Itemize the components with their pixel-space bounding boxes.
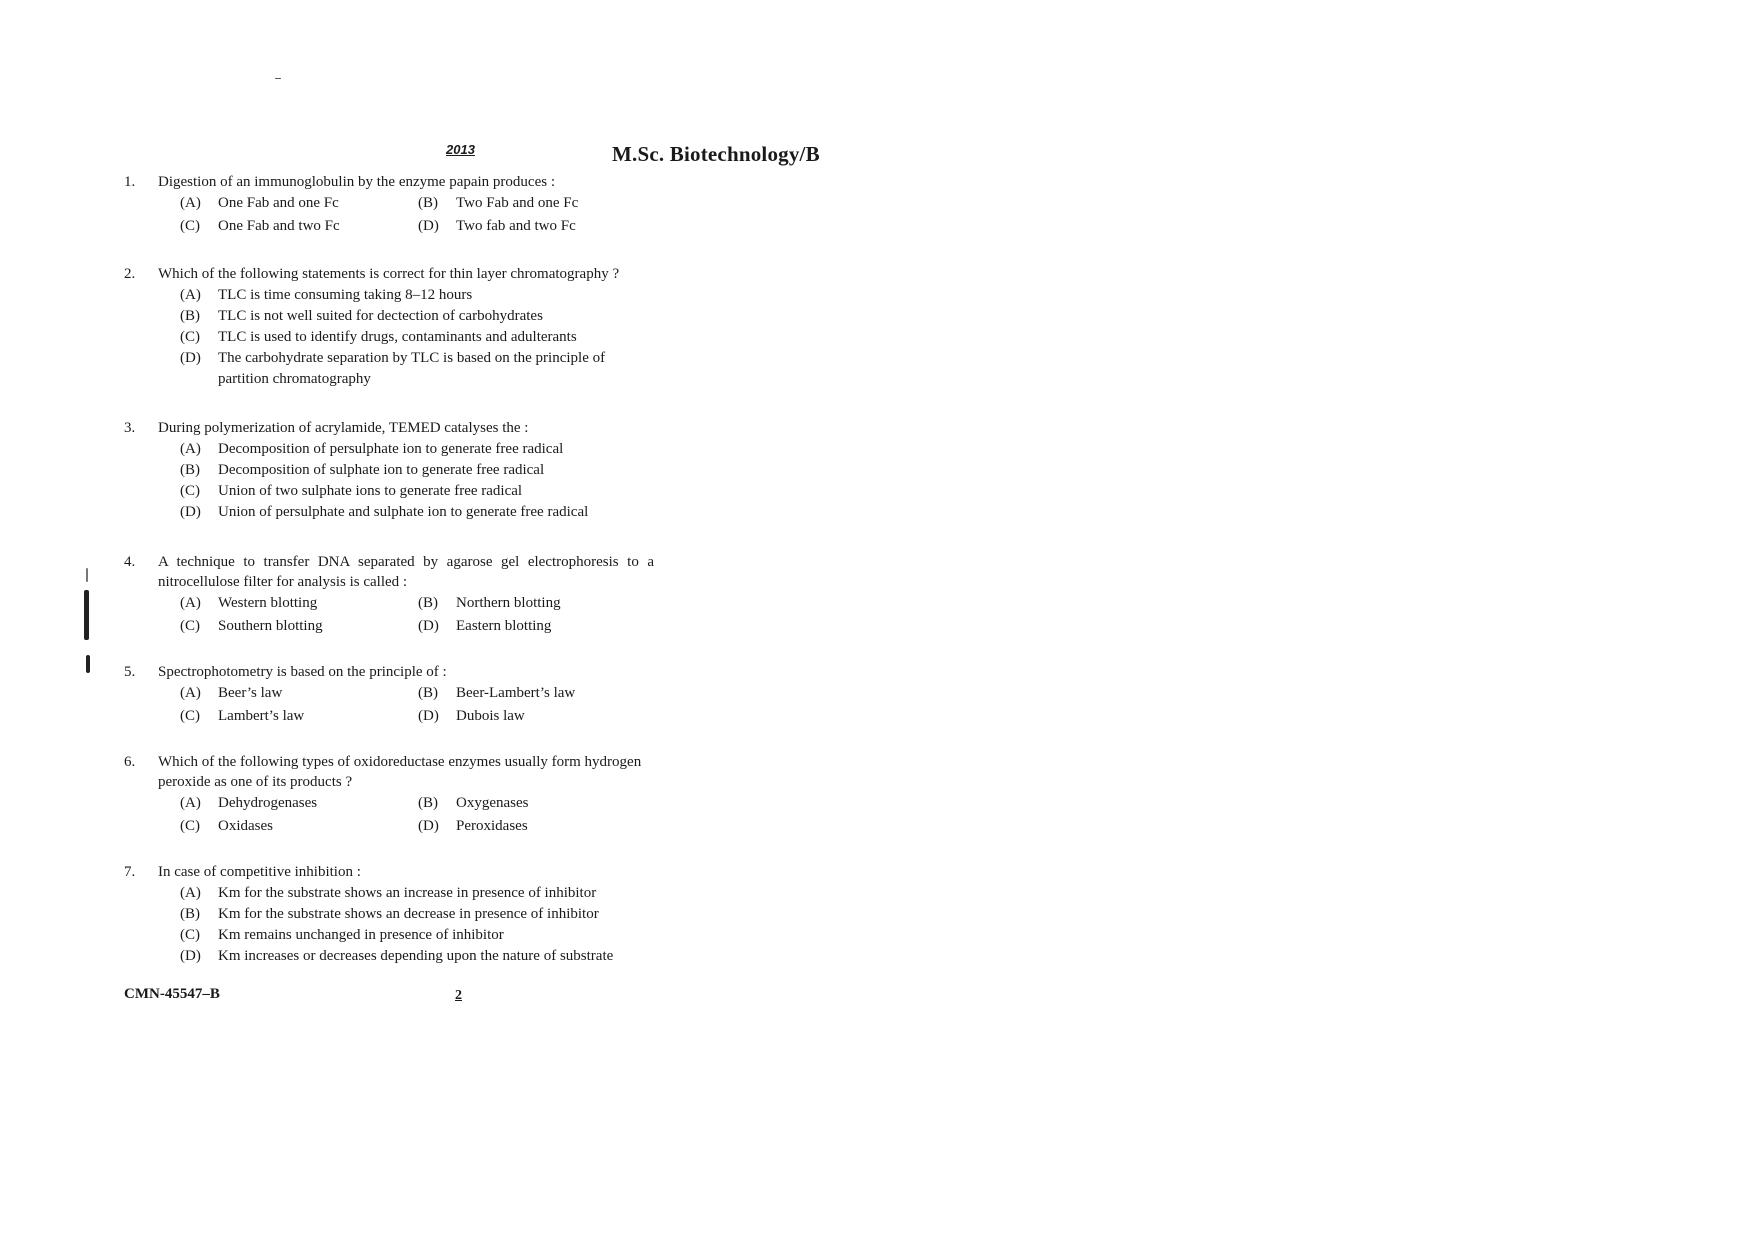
option-letter: (A) <box>180 885 201 901</box>
option-text: TLC is not well suited for dectection of carbohydrates <box>218 308 543 324</box>
option-text: Km remains unchanged in presence of inhibitor <box>218 927 504 943</box>
scan-artifact <box>86 655 90 673</box>
option-letter: (C) <box>180 218 200 234</box>
option-letter: (C) <box>180 329 200 345</box>
option-c <box>180 816 418 837</box>
scan-artifact <box>275 78 281 79</box>
question-3 <box>124 418 654 523</box>
option-letter: (B) <box>180 906 200 922</box>
question-7 <box>124 862 654 967</box>
option-a <box>180 883 654 904</box>
option-letter: (B) <box>418 595 438 611</box>
option-letter: (A) <box>180 195 201 211</box>
option-letter: (D) <box>180 350 201 366</box>
option-b <box>180 460 654 481</box>
question-number: 4. <box>124 554 136 570</box>
question-number: 1. <box>124 174 136 190</box>
question-text: Spectrophotometry is based on the principle of : <box>158 664 447 680</box>
paper-code: CMN-45547–B <box>124 986 220 1002</box>
question-5 <box>124 662 654 727</box>
option-text: Union of persulphate and sulphate ion to generate free radical <box>218 504 589 520</box>
option-text: Beer-Lambert’s law <box>456 685 576 701</box>
question-number: 7. <box>124 864 136 880</box>
option-text: TLC is time consuming taking 8–12 hours <box>218 287 473 303</box>
option-text: Beer’s law <box>218 685 283 701</box>
option-letter: (A) <box>180 685 201 701</box>
option-text: Decomposition of persulphate ion to generate free radical <box>218 441 564 457</box>
option-d <box>180 502 654 523</box>
option-text: TLC is used to identify drugs, contaminants and adulterants <box>218 329 577 345</box>
option-letter: (C) <box>180 708 200 724</box>
question-6 <box>124 752 654 837</box>
option-letter: (B) <box>418 195 438 211</box>
option-b <box>180 306 654 327</box>
option-text: Dubois law <box>456 708 525 724</box>
option-d <box>418 616 618 637</box>
option-letter: (A) <box>180 795 201 811</box>
option-letter: (B) <box>418 685 438 701</box>
option-letter: (A) <box>180 287 201 303</box>
option-letter: (C) <box>180 927 200 943</box>
option-letter: (D) <box>418 708 439 724</box>
option-d <box>180 946 654 967</box>
question-text: During polymerization of acrylamide, TEMED catalyses the : <box>158 420 529 436</box>
option-d <box>418 216 618 237</box>
question-number: 5. <box>124 664 136 680</box>
option-letter: (B) <box>180 462 200 478</box>
option-b <box>418 193 618 214</box>
option-c <box>180 216 418 237</box>
option-text: Km for the substrate shows an decrease in presence of inhibitor <box>218 906 599 922</box>
option-letter: (A) <box>180 441 201 457</box>
option-text: Peroxidases <box>456 818 528 834</box>
question-number: 2. <box>124 266 136 282</box>
exam-year: 2013 <box>446 142 475 157</box>
page-number: 2 <box>455 988 462 1003</box>
option-text: Lambert’s law <box>218 708 305 724</box>
option-letter: (C) <box>180 618 200 634</box>
option-letter: (D) <box>418 618 439 634</box>
option-text: Dehydrogenases <box>218 795 318 811</box>
option-letter: (C) <box>180 483 200 499</box>
option-letter: (A) <box>180 595 201 611</box>
option-letter: (C) <box>180 818 200 834</box>
question-2 <box>124 264 654 390</box>
option-text: Oxidases <box>218 818 273 834</box>
scan-artifact <box>84 590 89 640</box>
option-c <box>180 706 418 727</box>
option-d <box>180 348 654 390</box>
option-a <box>180 439 654 460</box>
option-c <box>180 327 654 348</box>
question-text: In case of competitive inhibition : <box>158 864 361 880</box>
option-letter: (D) <box>418 218 439 234</box>
question-text: Digestion of an immunoglobulin by the enzyme papain produces : <box>158 174 556 190</box>
exam-title: M.Sc. Biotechnology/B <box>612 142 820 166</box>
option-d <box>418 816 618 837</box>
option-a <box>180 683 418 704</box>
option-b <box>180 904 654 925</box>
option-text: One Fab and one Fc <box>218 195 339 211</box>
option-b <box>418 593 618 614</box>
option-text: Oxygenases <box>456 795 529 811</box>
option-a <box>180 593 418 614</box>
question-text: A technique to transfer DNA separated by agarose gel electrophoresis to a nitrocellulose filter for analysis is called : <box>158 554 654 590</box>
option-text: Two fab and two Fc <box>456 218 576 234</box>
option-a <box>180 793 418 814</box>
option-text: Union of two sulphate ions to generate free radical <box>218 483 523 499</box>
option-text: Northern blotting <box>456 595 561 611</box>
option-b <box>418 683 618 704</box>
option-text: Southern blotting <box>218 618 323 634</box>
option-c <box>180 925 654 946</box>
option-text: Two Fab and one Fc <box>456 195 579 211</box>
option-c <box>180 616 418 637</box>
option-text: Eastern blotting <box>456 618 552 634</box>
option-text: Km increases or decreases depending upon the nature of substrate <box>218 948 614 964</box>
option-d <box>418 706 618 727</box>
option-letter: (D) <box>180 948 201 964</box>
option-a <box>180 193 418 214</box>
scan-artifact <box>86 568 88 582</box>
option-letter: (D) <box>418 818 439 834</box>
option-text: The carbohydrate separation by TLC is based on the principle of partition chromatography <box>218 350 606 387</box>
option-a <box>180 285 654 306</box>
question-text: Which of the following types of oxidoreductase enzymes usually form hydrogen peroxide as one of its products ? <box>158 754 642 790</box>
option-text: Western blotting <box>218 595 318 611</box>
option-text: Km for the substrate shows an increase in presence of inhibitor <box>218 885 597 901</box>
option-text: Decomposition of sulphate ion to generate free radical <box>218 462 545 478</box>
question-number: 6. <box>124 754 136 770</box>
question-number: 3. <box>124 420 136 436</box>
question-text: Which of the following statements is correct for thin layer chromatography ? <box>158 266 620 282</box>
question-1 <box>124 172 654 237</box>
option-letter: (B) <box>180 308 200 324</box>
option-c <box>180 481 654 502</box>
option-letter: (D) <box>180 504 201 520</box>
option-letter: (B) <box>418 795 438 811</box>
option-b <box>418 793 618 814</box>
question-4 <box>124 552 654 637</box>
option-text: One Fab and two Fc <box>218 218 340 234</box>
